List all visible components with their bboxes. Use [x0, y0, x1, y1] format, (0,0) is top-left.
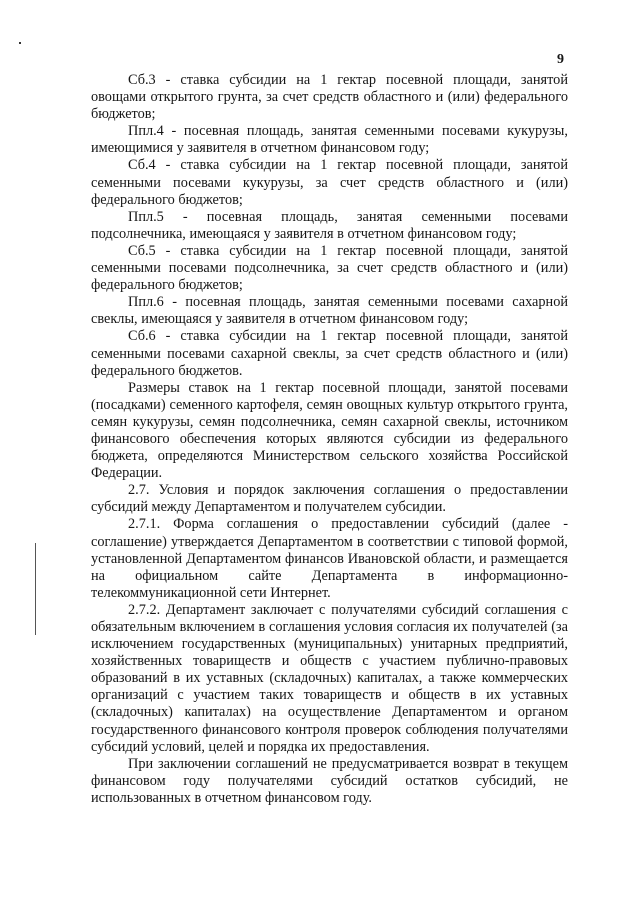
paragraph-sb4: Сб.4 - ставка субсидии на 1 гектар посевной площади, занятой семенными посевами кукурузы, за счет средств областного и (или) федерального бюджетов;: [91, 157, 568, 208]
paragraph-section-2-7-1: 2.7.1. Форма соглашения о предоставлении субсидий (далее - соглашение) утверждается Департаментом в соответствии с типовой формой, установленной Департаментом финансов Ивановской области, и размещается на официальном сайте Департамента в информационно-телекоммуникационной сети Интернет.: [91, 516, 568, 601]
paragraph-section-2-7-2: 2.7.2. Департамент заключает с получателями субсидий соглашения с обязательным включением в соглашения условия согласия их получателей (за исключением государственных (муниципальных) унитарных предприятий, хозяйственных товариществ и обществ с участием публично-правовых образований в их уставных (складочных) капиталах, а также коммерческих организаций с участием таких товариществ и обществ в их уставных (складочных) капиталах) на осуществление Департаментом и органом государственного финансового контроля проверок соблюдения получателями субсидий условий, целей и порядка их предоставления.: [91, 601, 568, 755]
paragraph-ppl6: Ппл.6 - посевная площадь, занятая семенными посевами сахарной свеклы, имеющаяся у заявителя в отчетном финансовом году;: [91, 294, 568, 328]
page-number: 9: [557, 52, 564, 67]
document-body: [91, 72, 568, 807]
paragraph-rate-sizes: Размеры ставок на 1 гектар посевной площади, занятой посевами (посадками) семенного картофеля, семян овощных культур открытого грунта, семян кукурузы, семян подсолнечника, семян сахарной свеклы, источником финансового обеспечения которых являются субсидии из федерального бюджета, определяются Министерством сельского хозяйства Российской Федерации.: [91, 379, 568, 482]
paragraph-ppl5: Ппл.5 - посевная площадь, занятая семенными посевами подсолнечника, имеющаяся у заявителя в отчетном финансовом году;: [91, 208, 568, 242]
scan-artifact-line: [35, 543, 36, 635]
paragraph-sb6: Сб.6 - ставка субсидии на 1 гектар посевной площади, занятой семенными посевами сахарной свеклы, за счет средств областного и (или) федерального бюджетов.: [91, 328, 568, 379]
scan-artifact-dot: [19, 42, 21, 44]
paragraph-sb5: Сб.5 - ставка субсидии на 1 гектар посевной площади, занятой семенными посевами подсолнечника, за счет средств областного и (или) федерального бюджетов;: [91, 242, 568, 294]
paragraph-no-return: При заключении соглашений не предусматривается возврат в текущем финансовом году получателями субсидий остатков субсидий, не использованных в отчетном финансовом году.: [91, 755, 568, 806]
paragraph-section-2-7: 2.7. Условия и порядок заключения соглашения о предоставлении субсидий между Департаментом и получателем субсидии.: [91, 482, 568, 516]
paragraph-sb3: Сб.3 - ставка субсидии на 1 гектар посевной площади, занятой овощами открытого грунта, за счет средств областного и (или) федерального бюджетов;: [91, 72, 568, 123]
paragraph-ppl4: Ппл.4 - посевная площадь, занятая семенными посевами кукурузы, имеющимися у заявителя в отчетном финансовом году;: [91, 123, 568, 157]
